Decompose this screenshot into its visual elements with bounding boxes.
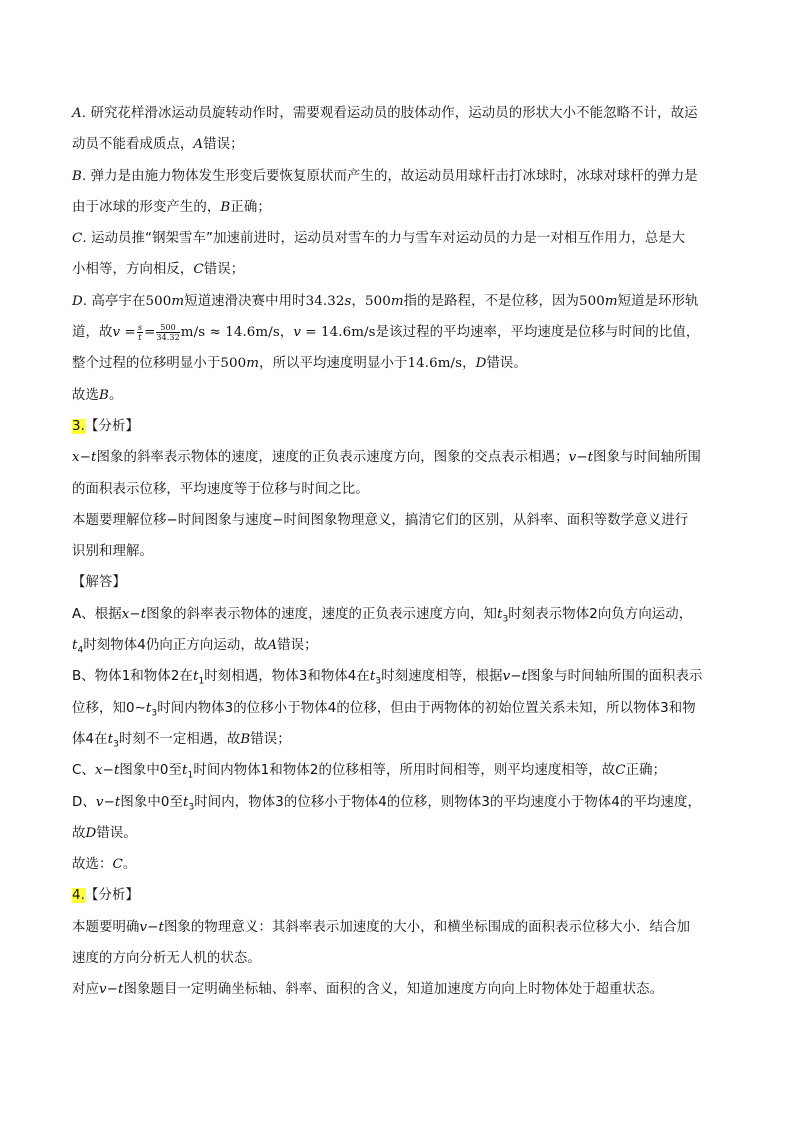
q3-option-a-line2 bbox=[72, 630, 722, 661]
q3-analysis-header bbox=[72, 411, 722, 442]
variable: t bbox=[90, 450, 97, 466]
math: = 14.6m/s bbox=[300, 325, 376, 341]
q2-option-d-line2 bbox=[72, 317, 722, 348]
text: 是该过程的平均速率，平均速度是位移与时间的比值， bbox=[375, 325, 700, 341]
number: 500 bbox=[364, 293, 391, 309]
text: ，所以平均速度明显小于 bbox=[259, 356, 408, 372]
math: − bbox=[106, 982, 118, 998]
text: 时刻物体4仍向正方向运动，故 bbox=[83, 638, 268, 654]
number: 500 bbox=[145, 293, 172, 309]
text: . 研究花样滑冰运动员旋转动作时，需要观看运动员的肢体动作，运动员的形状大小不能忽略不计，故运 bbox=[81, 106, 698, 121]
text: 图象的斜率表示物体的速度，速度的正负表示速度方向，图象的交点表示相遇； bbox=[96, 450, 569, 466]
text: 时间内物体1和物体2的位移相等，所用时间相等，则平均速度相等，故 bbox=[193, 763, 616, 779]
unit: m bbox=[246, 356, 260, 372]
variable: t bbox=[114, 794, 121, 810]
option-letter: C bbox=[72, 231, 83, 247]
text: 图象与时间轴所围 bbox=[593, 450, 702, 466]
text: 位移，知0∼ bbox=[72, 700, 146, 716]
option-letter: C bbox=[112, 857, 123, 873]
text: 对应 bbox=[72, 982, 99, 998]
text: 故选： bbox=[72, 857, 113, 873]
question-number: 3. bbox=[72, 418, 85, 434]
text: 体4在 bbox=[72, 731, 108, 747]
text: . 高亭宇在 bbox=[82, 293, 146, 309]
text: 由于冰球的形变产生的， bbox=[72, 199, 221, 215]
text: ， bbox=[351, 293, 365, 309]
text: B、物体1和物体2在 bbox=[72, 669, 193, 685]
variable: v bbox=[502, 669, 511, 685]
math: − bbox=[102, 763, 114, 779]
text: 速度的方向分析无人机的状态。 bbox=[72, 951, 261, 967]
subscript: 1 bbox=[198, 677, 205, 688]
text: . 运动员推“钢架雪车”加速前进时，运动员对雪车的力与雪车对运动员的力是一对相互作用力，总是大 bbox=[82, 231, 686, 247]
variable: t bbox=[521, 669, 528, 685]
text: 错误； bbox=[277, 638, 318, 654]
option-letter: C bbox=[615, 763, 626, 779]
variable: t bbox=[145, 700, 152, 716]
fraction bbox=[137, 323, 143, 342]
text: 图象的物理意义：其斜率表示加速度的大小，和横坐标围成的面积表示位移大小．结合加 bbox=[163, 919, 691, 935]
q2-option-a-line2 bbox=[72, 129, 722, 160]
text: 的面积表示位移，平均速度等于位移与时间之比。 bbox=[72, 481, 369, 497]
variable: v bbox=[98, 982, 107, 998]
text: 错误。 bbox=[96, 825, 137, 841]
q3-option-d-line1 bbox=[72, 787, 722, 818]
text: 时刻表示物体2向负方向运动， bbox=[508, 606, 693, 622]
fraction-denominator: 34.32 bbox=[156, 332, 180, 342]
subscript: 3 bbox=[151, 708, 158, 719]
variable: v bbox=[112, 325, 121, 341]
variable: t bbox=[369, 669, 376, 685]
text: 错误。 bbox=[486, 356, 527, 372]
subscript: 3 bbox=[188, 802, 195, 813]
math: − bbox=[576, 450, 588, 466]
text: 图象的斜率表示物体的速度，速度的正负表示速度方向，知 bbox=[146, 606, 497, 622]
text: 整个过程的位移明显小于 bbox=[72, 356, 221, 372]
math: − bbox=[79, 450, 91, 466]
variable: v bbox=[139, 919, 148, 935]
variable: v bbox=[95, 794, 104, 810]
text: 图象中0至 bbox=[119, 763, 183, 779]
text: 短道速滑决赛中用时 bbox=[184, 293, 306, 309]
q2-option-d-line3 bbox=[72, 348, 722, 379]
variable: t bbox=[182, 763, 188, 779]
text: . 弹力是由施力物体发生形变后要恢复原状而产生的，故运动员用球杆击打冰球时，冰球对球杆的弹力是 bbox=[81, 168, 698, 184]
section-title: 【解答】 bbox=[72, 575, 126, 591]
option-letter: A bbox=[267, 638, 278, 654]
text: 小相等，方向相反， bbox=[72, 262, 194, 278]
section-title: 【分析】 bbox=[84, 418, 139, 434]
text: 错误； bbox=[203, 137, 244, 153]
math: = bbox=[120, 325, 136, 341]
q3-option-d-line2 bbox=[72, 818, 722, 849]
option-letter: B bbox=[98, 387, 109, 403]
option-letter: D bbox=[72, 293, 83, 309]
unit: m bbox=[604, 293, 618, 309]
option-letter: D bbox=[475, 356, 487, 372]
variable: x bbox=[94, 763, 103, 779]
variable: x bbox=[121, 606, 130, 622]
q3-option-c-line1 bbox=[72, 755, 722, 786]
q3-option-b-line3 bbox=[72, 724, 722, 755]
q2-option-b-line1 bbox=[72, 161, 722, 192]
subscript: 4 bbox=[77, 645, 84, 656]
number: 500 bbox=[579, 293, 605, 309]
text: 本题要理解位移−时间图象与速度−时间图象物理意义，搞清它们的区别，从斜率、面积等数学意义进行 bbox=[72, 512, 689, 528]
fraction-numerator: s bbox=[137, 322, 143, 332]
text: 道，故 bbox=[72, 325, 113, 341]
text: 。 bbox=[122, 857, 137, 873]
section-title: 【分析】 bbox=[84, 888, 139, 904]
text: 时间内，物体3的位移小于物体4的位移，则物体3的平均速度小于物体4的平均速度， bbox=[194, 794, 701, 810]
option-letter: A bbox=[193, 137, 204, 153]
subscript: 1 bbox=[187, 770, 194, 781]
text: 动员不能看成质点， bbox=[72, 137, 194, 153]
variable: t bbox=[158, 919, 164, 935]
text: 时间内物体3的位移小于物体4的位移，但由于两物体的初始位置关系未知，所以物体3和物 bbox=[157, 700, 696, 716]
q2-option-b-line2 bbox=[72, 192, 722, 223]
text: 本题要明确 bbox=[72, 919, 140, 935]
option-letter: A bbox=[72, 106, 82, 121]
text: 短道是环形轨 bbox=[617, 293, 699, 309]
variable: t bbox=[182, 794, 189, 810]
q2-answer bbox=[72, 380, 722, 411]
variable: t bbox=[496, 606, 503, 622]
q2-option-c-line1 bbox=[72, 223, 722, 254]
q2-option-d-line1 bbox=[72, 286, 722, 317]
number: 500 bbox=[220, 356, 247, 372]
unit: m bbox=[390, 293, 404, 309]
text: 识别和理解。 bbox=[72, 544, 153, 560]
text: 故选 bbox=[72, 387, 99, 403]
variable: t bbox=[107, 731, 114, 747]
q3-analysis-line2 bbox=[72, 474, 722, 505]
math: m/s ≈ 14.6m/s， bbox=[180, 325, 294, 341]
q3-option-a-line1 bbox=[72, 599, 722, 630]
text: 错误； bbox=[203, 262, 245, 278]
q3-answer bbox=[72, 849, 722, 880]
variable: t bbox=[140, 606, 147, 622]
variable: t bbox=[587, 450, 594, 466]
q2-option-c-line2 bbox=[72, 254, 722, 285]
math: − bbox=[103, 794, 115, 810]
math: = bbox=[144, 325, 156, 341]
text: 故 bbox=[72, 825, 86, 841]
q2-option-a-line1 bbox=[72, 98, 722, 129]
q4-analysis-line1 bbox=[72, 912, 722, 943]
math: − bbox=[147, 919, 159, 935]
variable: t bbox=[192, 669, 199, 685]
text: 图象与时间轴所围的面积表示 bbox=[527, 669, 703, 685]
q3-analysis-line1 bbox=[72, 442, 722, 473]
option-letter: B bbox=[72, 168, 82, 184]
text: 正确； bbox=[230, 199, 271, 215]
math: 14.6m/s bbox=[407, 356, 463, 372]
subscript: 3 bbox=[113, 739, 119, 750]
fraction-numerator: 500 bbox=[156, 323, 179, 333]
text: C、 bbox=[72, 763, 95, 779]
variable: x bbox=[72, 450, 80, 466]
text: 错误； bbox=[250, 731, 291, 747]
variable: t bbox=[113, 763, 120, 779]
q4-analysis-line3 bbox=[72, 974, 722, 1005]
q3-option-b-line2 bbox=[72, 693, 722, 724]
q3-solution-header bbox=[72, 567, 722, 598]
text: D、 bbox=[72, 794, 96, 810]
option-letter: B bbox=[220, 199, 231, 215]
text: A、根据 bbox=[72, 606, 122, 622]
math: − bbox=[510, 669, 522, 685]
q4-analysis-header bbox=[72, 880, 722, 911]
text: 时刻相遇，物体3和物体4在 bbox=[204, 669, 370, 685]
variable: t bbox=[117, 982, 124, 998]
subscript: 3 bbox=[502, 614, 509, 625]
option-letter: B bbox=[240, 731, 251, 747]
text: 图象题目一定明确坐标轴、斜率、面积的含义，知道加速度方向向上时物体处于超重状态。 bbox=[123, 982, 664, 998]
q3-analysis-line4 bbox=[72, 536, 722, 567]
text: ， bbox=[462, 356, 476, 372]
subscript: 3 bbox=[375, 677, 382, 688]
question-number: 4. bbox=[72, 888, 85, 904]
q4-analysis-line2 bbox=[72, 943, 722, 974]
text: 。 bbox=[108, 387, 123, 403]
unit: m bbox=[171, 293, 185, 309]
text: 正确； bbox=[625, 763, 667, 779]
text: 时刻速度相等，根据 bbox=[381, 669, 503, 685]
option-letter: D bbox=[85, 825, 97, 841]
q3-analysis-line3 bbox=[72, 505, 722, 536]
number: 34.32 bbox=[305, 293, 345, 309]
text: 时刻不一定相遇，故 bbox=[118, 731, 241, 747]
variable: t bbox=[72, 638, 78, 654]
variable: v bbox=[568, 450, 577, 466]
text: 指的是路程，不是位移，因为 bbox=[403, 293, 580, 309]
math: − bbox=[129, 606, 141, 622]
fraction bbox=[156, 323, 179, 342]
q3-option-b-line1 bbox=[72, 661, 722, 692]
document-page bbox=[72, 98, 722, 1006]
text: 图象中0至 bbox=[120, 794, 183, 810]
fraction-denominator: t bbox=[138, 332, 142, 342]
variable: v bbox=[293, 325, 301, 341]
unit: s bbox=[344, 293, 352, 309]
option-letter: C bbox=[193, 262, 204, 278]
